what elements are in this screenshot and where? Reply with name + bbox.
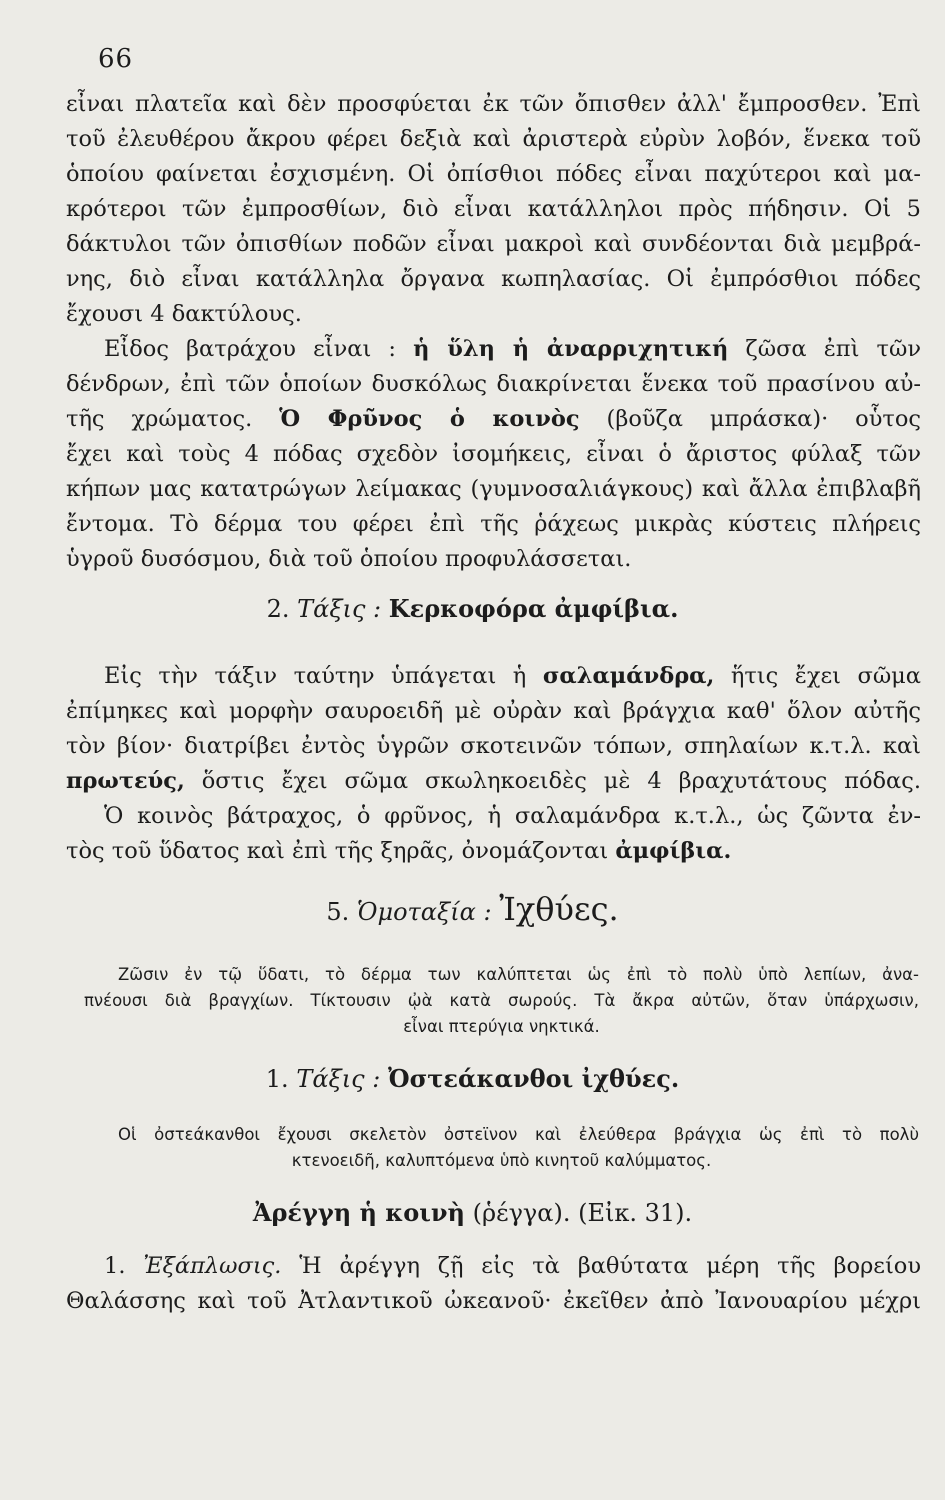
- species-name: Ὁ Φρῦνος ὁ κοινὸς: [279, 406, 580, 432]
- text-span: Ἡ ἀρέγγη ζῇ εἰς τὰ βαθύτατα μέρη τῆς βορείου: [299, 1253, 921, 1279]
- small-text-line: Οἱ ὀστεάκανθοι ἔχουσι σκελετὸν ὀστεϊνον καὶ ἐλεύθερα βράγχια ὡς ἐπὶ τὸ πολὺ: [118, 1125, 919, 1144]
- heading-number: 1.: [265, 1065, 289, 1093]
- text-line: νης, διὸ εἶναι κατάλληλα ὄργανα κωπηλασίας. Οἱ ἐμπρόσθιοι πόδες: [66, 266, 921, 292]
- small-text-line: εἶναι πτερύγια νηκτικά.: [403, 1017, 600, 1036]
- text-span: Εἰς τὴν τάξιν ταύτην ὑπάγεται ἡ: [104, 663, 527, 689]
- text-line: [104, 660, 921, 692]
- species-heading: [0, 1196, 945, 1230]
- small-text-line: κτενοειδῆ, καλυπτόμενα ὑπὸ κινητοῦ καλύμματος.: [291, 1151, 712, 1170]
- heading-label: Τάξις :: [297, 595, 382, 623]
- text-line: [66, 403, 921, 435]
- text-span: Εἶδος βατράχου εἶναι :: [104, 336, 396, 362]
- heading-title: Ἰχθύες.: [499, 890, 619, 928]
- text-line: [66, 835, 921, 867]
- page-number: 66: [98, 44, 134, 74]
- text-line: κρότεροι τῶν ἐμπροσθίων, διὸ εἶναι κατάλληλοι πρὸς πήδησιν. Οἱ 5: [66, 196, 921, 222]
- text-line: ἔντομα. Τὸ δέρμα του φέρει ἐπὶ τῆς ῥάχεως μικρὰς κύστεις πλήρεις: [66, 511, 921, 537]
- text-line: [66, 765, 921, 797]
- section-heading: [0, 892, 945, 929]
- heading-number: 5.: [326, 898, 350, 926]
- text-line: ὁποίου φαίνεται ἐσχισμένη. Οἱ ὀπίσθιοι πόδες εἶναι παχύτεροι καὶ μα-: [66, 161, 921, 187]
- text-line: δάκτυλοι τῶν ὀπισθίων ποδῶν εἶναι μακροὶ καὶ συνδέονται διὰ μεμβρά-: [66, 231, 921, 257]
- text-line: δένδρων, ἐπὶ τῶν ὁποίων δυσκόλως διακρίνεται ἕνεκα τοῦ πρασίνου αὐ-: [66, 371, 921, 397]
- species-name: σαλαμάνδρα,: [542, 663, 715, 689]
- small-text-line: Ζῶσιν ἐν τῷ ὕδατι, τὸ δέρμα των καλύπτεται ὡς ἐπὶ τὸ πολὺ ὑπὸ λεπίων, ἀνα-: [118, 965, 919, 984]
- text-span: (βοῦζα μπράσκα)· οὗτος: [606, 406, 921, 432]
- text-line: τοῦ ἐλευθέρου ἄκρου φέρει δεξιὰ καὶ ἀριστερὰ εὐρὺν λοβόν, ἕνεκα τοῦ: [66, 126, 921, 152]
- text-line: Ὁ κοινὸς βάτραχος, ὁ φρῦνος, ἡ σαλαμάνδρα κ.τ.λ., ὡς ζῶντα ἐν-: [104, 803, 921, 829]
- small-text-line: πνέουσι διὰ βραγχίων. Τίκτουσιν ᾠὰ κατὰ σωρούς. Τὰ ἄκρα αὐτῶν, ὅταν ὑπάρχωσιν,: [84, 991, 919, 1010]
- text-span: ὅστις ἔχει σῶμα σκωληκοειδὲς μὲ 4 βραχυτάτους πόδας.: [201, 768, 921, 794]
- text-span: ἥτις ἔχει σῶμα: [730, 663, 921, 689]
- text-line: ἔχει καὶ τοὺς 4 πόδας σχεδὸν ἰσομήκεις, εἶναι ὁ ἄριστος φύλαξ τῶν: [66, 441, 921, 467]
- text-line: ἐπίμηκες καὶ μορφὴν σαυροειδῆ μὲ οὐρὰν καὶ βράγχια καθ' ὅλον αὐτῆς: [66, 698, 921, 724]
- text-line: [104, 1250, 921, 1282]
- heading-title: Ἀρέγγη ἡ κοινὴ: [252, 1198, 466, 1227]
- text-line: εἶναι πλατεῖα καὶ δὲν προσφύεται ἐκ τῶν ὄπισθεν ἀλλ' ἔμπροσθεν. Ἐπὶ: [66, 91, 921, 117]
- text-span: τὸς τοῦ ὕδατος καὶ ἐπὶ τῆς ξηρᾶς, ὀνομάζονται: [66, 838, 609, 864]
- section-heading: [0, 1062, 945, 1096]
- heading-label: Ὁμοταξία :: [356, 898, 492, 926]
- species-name: ἡ ὕλη ἡ ἀναρριχητική: [413, 336, 729, 362]
- heading-title: Κερκοφόρα ἀμφίβια.: [388, 594, 679, 623]
- text-line: Θαλάσσης καὶ τοῦ Ἀτλαντικοῦ ὠκεανοῦ· ἐκεῖθεν ἀπὸ Ἰανουαρίου μέχρι: [66, 1288, 921, 1314]
- subsection-label: Ἐξάπλωσις.: [143, 1253, 282, 1279]
- section-heading: [0, 592, 945, 626]
- heading-number: 2.: [266, 595, 290, 623]
- heading-label: Τάξις :: [296, 1065, 381, 1093]
- text-span: ζῶσα ἐπὶ τῶν: [745, 336, 922, 362]
- species-name: πρωτεύς,: [66, 768, 185, 794]
- text-line: κήπων μας κατατρώγων λείμακας (γυμνοσαλιάγκους) καὶ ἄλλα ἐπιβλαβῆ: [66, 476, 921, 502]
- text-line: τὸν βίον· διατρίβει ἐντὸς ὑγρῶν σκοτεινῶν τόπων, σπηλαίων κ.τ.λ. καὶ: [66, 733, 921, 759]
- heading-rest: (ῥέγγα). (Εἰκ. 31).: [472, 1199, 693, 1227]
- term-name: ἀμφίβια.: [615, 838, 732, 864]
- heading-title: Ὀστεάκανθοι ἰχθύες.: [387, 1064, 680, 1093]
- text-span: τῆς χρώματος.: [66, 406, 253, 432]
- text-line: ἔχουσι 4 δακτύλους.: [66, 301, 302, 327]
- text-line: ὑγροῦ δυσόσμου, διὰ τοῦ ὁποίου προφυλάσσεται.: [66, 546, 632, 572]
- text-line: [104, 333, 921, 365]
- text-span: 1.: [104, 1253, 126, 1279]
